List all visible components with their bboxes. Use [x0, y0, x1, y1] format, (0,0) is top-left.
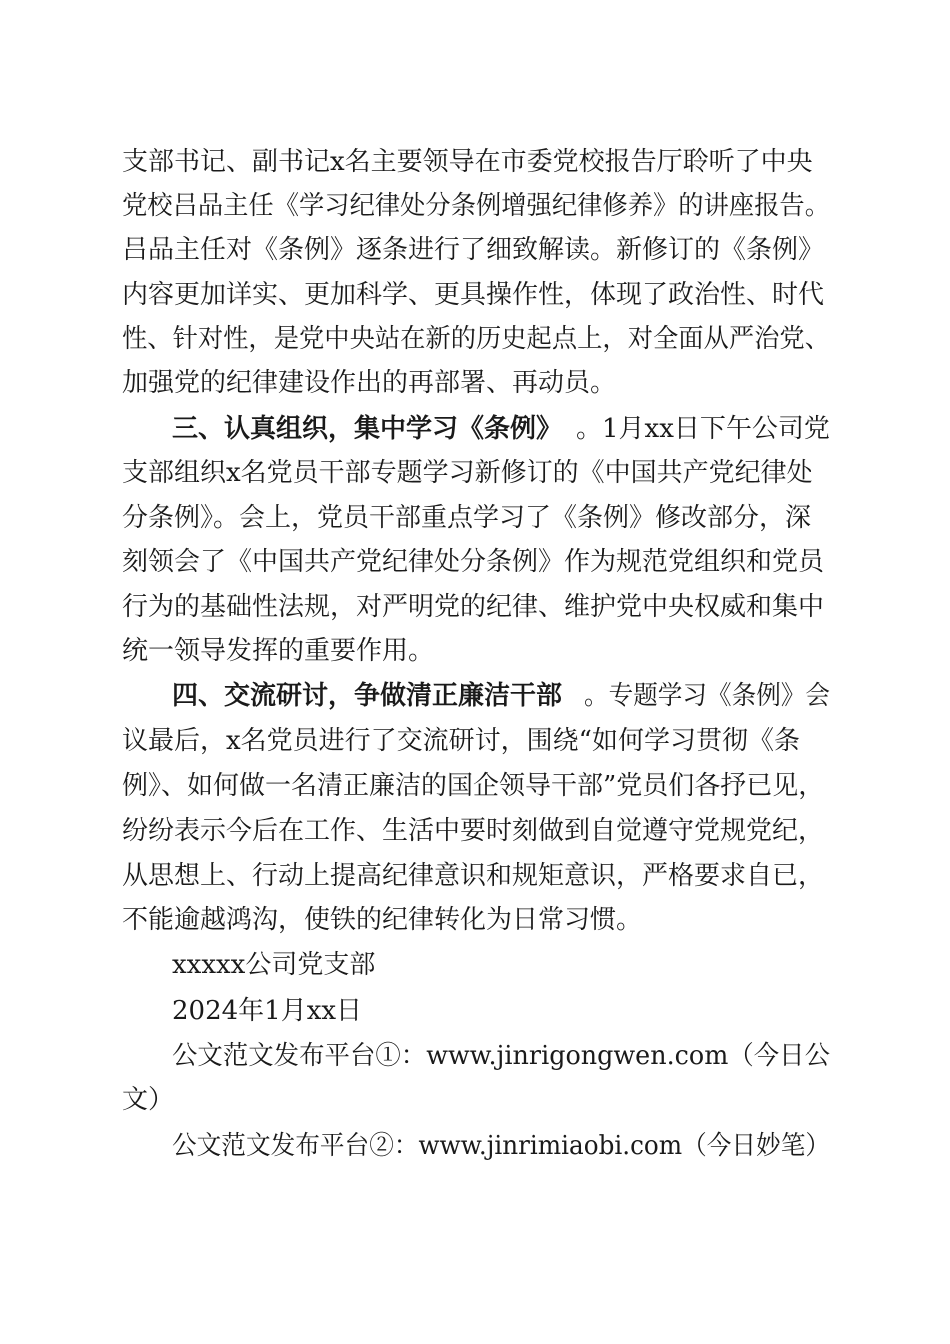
text: 行为的基础性法规，对严明党的纪律、维护党中央权威和集中	[122, 592, 825, 622]
section-4-heading: 四、交流研讨，争做清正廉洁干部	[172, 681, 563, 711]
text: 加强党的纪律建设作出的再部署、再动员。	[122, 368, 617, 398]
signature-org: xxxxx公司党支部	[172, 950, 376, 980]
text: 分条例》。会上，党员干部重点学习了《条例》修改部分，深	[122, 503, 812, 533]
text: 例》、如何做一名清正廉洁的国企领导干部”党员们各抒已见，	[122, 771, 825, 801]
text: 内容更加详实、更加科学、更具操作性，体现了政治性、时代	[122, 280, 825, 310]
text: 议最后，x名党员进行了交流研讨，围绕“如何学习贯彻《条	[122, 726, 800, 756]
platform-1-text-end: 文）	[122, 1085, 175, 1115]
platform-2-text: 公文范文发布平台②：www.jinrimiaobi.com（今日妙笔）	[172, 1131, 831, 1161]
text: 纷纷表示今后在工作、生活中要时刻做到自觉遵守党规党纪，	[122, 816, 825, 846]
text: 支部组织x名党员干部专题学习新修订的《中国共产党纪律处	[122, 458, 813, 488]
text: 。1月xx日下午公司党	[576, 414, 830, 444]
text: 支部书记、副书记x名主要领导在市委党校报告厅聆听了中央	[122, 147, 813, 177]
text: 党校吕品主任《学习纪律处分条例增强纪律修养》的讲座报告。	[122, 191, 830, 221]
text: 性、针对性，是党中央站在新的历史起点上，对全面从严治党、	[122, 324, 830, 354]
signature-date: 2024年1月xx日	[172, 996, 363, 1026]
text: 刻领会了《中国共产党纪律处分条例》作为规范党组织和党员	[122, 547, 825, 577]
text: 统一领导发挥的重要作用。	[122, 636, 435, 666]
text: 吕品主任对《条例》逐条进行了细致解读。新修订的《条例》	[122, 235, 825, 265]
text: 从思想上、行动上提高纪律意识和规矩意识，严格要求自已，	[122, 861, 825, 891]
text: 不能逾越鸿沟，使铁的纪律转化为日常习惯。	[122, 905, 643, 935]
platform-1-text: 公文范文发布平台①：www.jinrigongwen.com（今日公	[172, 1041, 831, 1071]
section-3-heading: 三、认真组织，集中学习《条例》	[172, 414, 563, 444]
text: 。专题学习《条例》会	[584, 681, 831, 711]
